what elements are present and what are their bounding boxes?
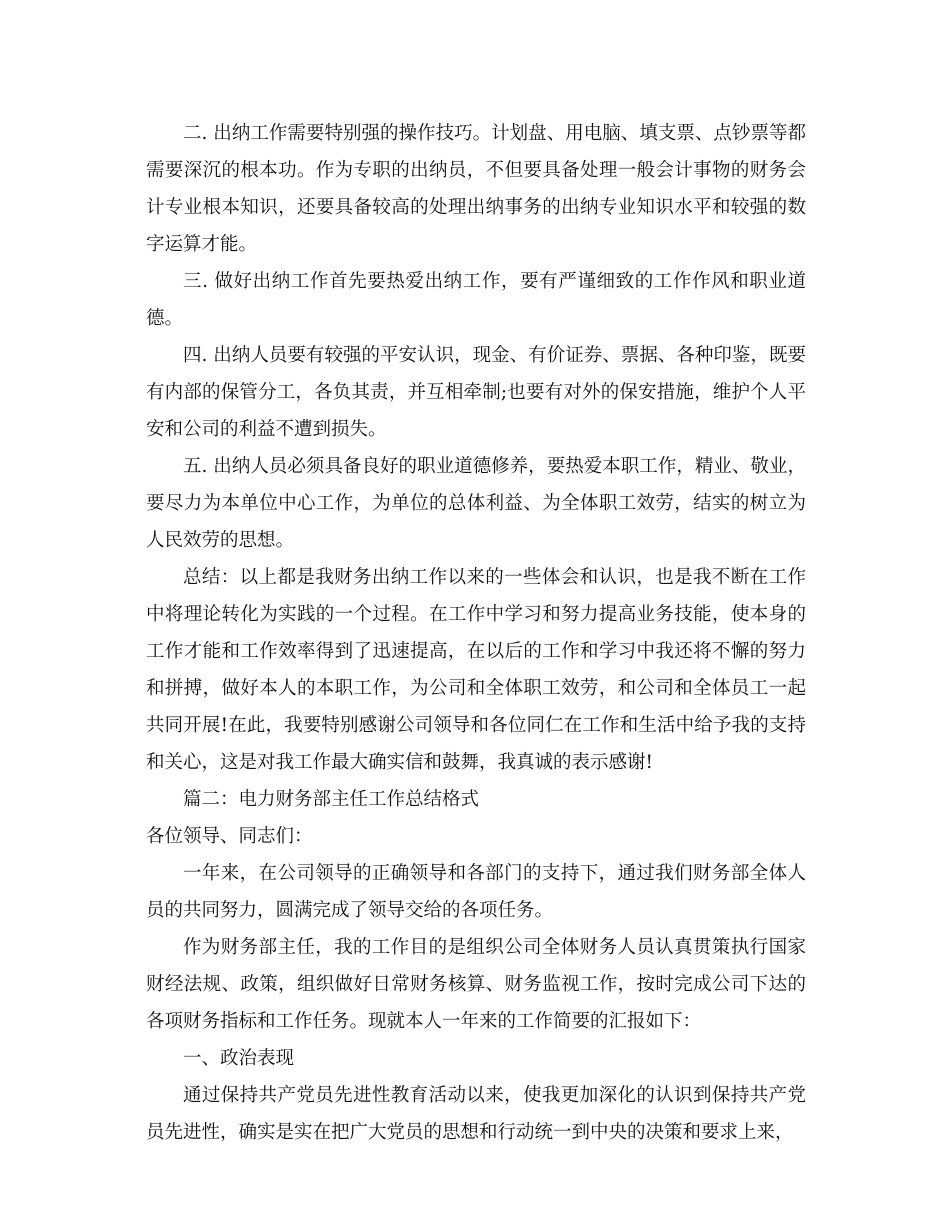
paragraph-work-goals: 作为财务部主任，我的工作目的是组织公司全体财务人员认真贯策执行国家财经法规、政策，组织做好日常财务核算、财务监视工作，按时完成公司下达的各项财务指标和工作任务。现就本人一年来的工作简要的汇报如下： [146,937,806,1032]
paragraph-year-review: 一年来，在公司领导的正确领导和各部门的支持下，通过我们财务部全体人员的共同努力，圆满完成了领导交给的各项任务。 [146,863,806,921]
paragraph-summary: 总结：以上都是我财务出纳工作以来的一些体会和认识，也是我不断在工作中将理论转化为实践的一个过程。在工作中学习和努力提高业务技能，使本身的工作才能和工作效率得到了迅速提高，在以后的工作和学习中我还将不懈的努力和拼搏，做好本人的本职工作，为公司和全体职工效劳，和公司和全体员工一起共同开展!在此，我要特别感谢公司领导和各位同仁在工作和生活中给予我的支持和关心，这是对我工作最大确实信和鼓舞，我真诚的表示感谢! [146,567,807,773]
paragraph-professional-ethics: 五. 出纳人员必须具备良好的职业道德修养，要热爱本职工作，精业、敬业，要尽力为本单位中心工作，为单位的总体利益、为全体职工效劳，结实的树立为人民效劳的思想。 [146,456,806,551]
paragraph-safety-awareness: 四. 出纳人员要有较强的平安认识，现金、有价证券、票据、各种印鉴，既要有内部的保管分工，各负其责，并互相牵制;也要有对外的保安措施，维护个人平安和公司的利益不遭到损失。 [146,345,806,440]
paragraph-party-education: 通过保持共产党员先进性教育活动以来，使我更加深化的认识到保持共产党员先进性，确实是实在把广大党员的思想和行动统一到中央的决策和要求上来， [146,1085,806,1143]
document-body [146,115,806,1151]
subheading-political-performance: 一、政治表现 [183,1048,295,1069]
paragraph-love-cashier-work: 三. 做好出纳工作首先要热爱出纳工作，要有严谨细致的工作作风和职业道德。 [146,271,806,329]
section-heading-part-two: 篇二：电力财务部主任工作总结格式 [183,789,480,810]
paragraph-cashier-skills: 二. 出纳工作需要特别强的操作技巧。计划盘、用电脑、填支票、点钞票等都需要深沉的根本功。作为专职的出纳员，不但要具备处理一般会计事物的财务会计专业根本知识，还要具备较高的处理出纳事务的出纳专业知识水平和较强的数字运算才能。 [146,123,806,255]
salutation: 各位领导、同志们： [146,826,313,847]
